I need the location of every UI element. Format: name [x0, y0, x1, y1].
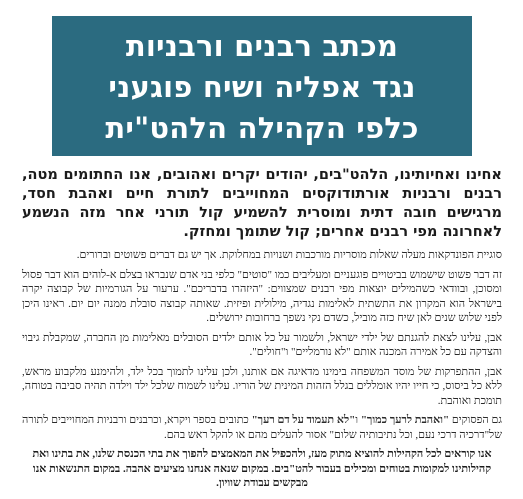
paragraph-4: אבן, ההתפרקות של מוסד המשפחה בימינו מדאיגה אם אותנו, ולכן עלינו לתמוך בכל ילד, ולהימנע מלקבוע מראש, ללא כל ביסוס, כי חייו יהיו אומללים בגלל הזהות המינית של הוריו. עלינו לשמוח שלכל ילד וילדה תהיה סביבה בטוחה, תומכת ואוהבת.	[22, 365, 502, 407]
closing-paragraph: אנו קוראים לכל הקהילות להוציא מתוק מעז, ולהכפיל את המאמצים להפוך את בתי הכנסת שלנו, את בתינו ואת קהילותינו למקומות בטוחים ומכילים בעבור להט"בים. במקום שנאה אנחנו מציעים אהבה. במקום התנשאות אנו מבקשים עבודת שוויון.	[32, 448, 492, 489]
lead-paragraph: אחינו ואחיותינו, הלהט"בים, יהודים יקרים ואהובים, אנו החתומים מטה, רבנים ורבניות אורתודוקסים המחוייבים לתורת חיים ואהבת חסד, מרגישים חובה דתית ומוסרית להשמיע קול תורני אחר מזה הנשמע לאחרונה מפי רבנים אחרים; קול שתומך ומחזק.	[22, 167, 502, 240]
title-line-1: מכתב רבנים ורבניות	[125, 29, 399, 63]
title-line-2: נגד אפליה ושיח פוגעני	[108, 70, 416, 104]
paragraph-5-mid: ו	[355, 414, 361, 426]
verse-love-neighbor: "ואהבת לרעך כמוך"	[360, 414, 450, 426]
letter-body	[22, 166, 502, 491]
title-banner	[52, 16, 472, 156]
paragraph-2: זה דבר פשוט שישמוש בביטויים פוגעניים ומעליבים כמו "סוטים" כלפי בני אדם שנבראו בצלם א-לוהים הוא דבר פסול ומסוכן, ובוודאי כשהמילים יוצאות מפי רבנים שמצווים: "היזהרו בדבריכם". ערעור על הגורמיות של קבוצה יקרה בישראל הוא המקרון את התשתית לאלימות נגדיה, מילולית ופיזית. שאותה קבוצה סובלת ממנה יום יום. ראינו היכן לפני שלוש שנים לאן שיח כזה מוביל, כשדם נקי נשפך ברחובות ירושלים.	[22, 268, 502, 324]
paragraph-3: אבן, עלינו לצאת להגנתם של ילדי ישראל, ולשמור על כל אותם ילדים הסובלים מאלימות מן החברה, שמקבלת גיבוי והצדקה עם כל אמירה המכנה אותם "לא נורמליים" ו"חולים".	[22, 331, 502, 358]
verse-do-not-stand: "לא תעמוד על דם רעך"	[251, 414, 356, 426]
title-line-3: כלפי הקהילה הלהט"ית	[105, 111, 419, 145]
paragraph-5-tail: כתובים בספר ויקרא, וכרבנים ורבניות המחוייבים לתורה של"דרכיה דרכי נעם, וכל נתיבותיה שלום" אסור להעלים מהם או להקל ראש בהם.	[22, 414, 502, 441]
paragraph-5	[22, 413, 502, 442]
paragraph-1: סוגיית הפונדקאות מעלה שאלות מוסריות מורכבות ושנויות במחלוקת. אך יש גם דברים פשוטים וברורים.	[76, 249, 502, 261]
paragraph-5-lead: גם הפסוקים	[449, 414, 502, 426]
